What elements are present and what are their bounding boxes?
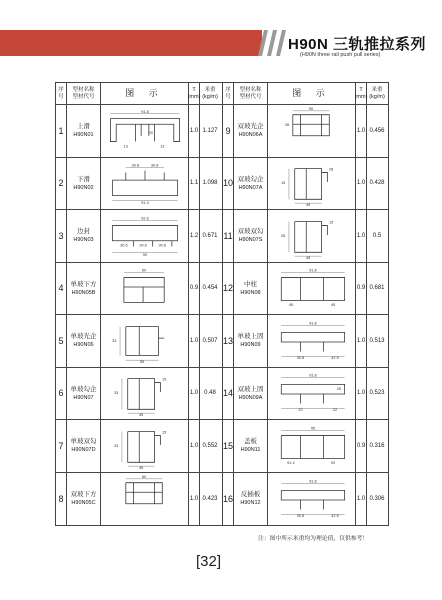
weight-value: 0.456: [369, 127, 385, 134]
dimension-label: 91.8: [308, 321, 317, 326]
row-thickness: [189, 315, 200, 367]
header-t-line2: (mm): [354, 93, 368, 100]
row-number-text: 10: [223, 178, 234, 189]
table-row: [56, 210, 222, 263]
dimension-label: 33: [113, 443, 118, 448]
weight-value: 0.507: [202, 337, 218, 344]
row-number: [223, 473, 234, 526]
dimension-label: 30.8: [150, 163, 158, 168]
header-no: 序号: [56, 83, 67, 104]
table-row: [56, 158, 222, 211]
header-weight: [367, 83, 387, 104]
table-column-left: [56, 83, 222, 525]
row-thickness: [189, 158, 200, 210]
row-thickness: [356, 420, 367, 472]
table-row: [223, 210, 388, 263]
profile-code: H90N03: [73, 237, 94, 244]
row-number-text: 8: [58, 493, 64, 504]
row-number-text: 11: [223, 230, 233, 241]
table-row: [56, 315, 222, 368]
row-weight: [200, 420, 220, 472]
table-row: [56, 473, 222, 526]
thickness-value: 0.9: [356, 285, 366, 292]
row-thickness: [356, 473, 367, 526]
thickness-value: 1.0: [189, 495, 199, 502]
table-row: [223, 368, 388, 421]
header-t-line2: (mm): [187, 93, 201, 100]
row-number-text: 3: [58, 230, 64, 241]
table-row: [223, 473, 388, 526]
dimension-label: 15: [161, 377, 166, 382]
row-profile-name: [67, 158, 101, 210]
footnote: 注：图中所示米重均为理论值，仅供参考！: [258, 536, 369, 542]
dimension-label: 20: [148, 130, 153, 135]
row-profile-name: [67, 473, 101, 526]
table-header-row: [223, 83, 388, 105]
row-thickness: [356, 263, 367, 315]
row-number-text: 12: [223, 283, 234, 294]
row-number: [56, 368, 67, 420]
row-number: [223, 105, 234, 157]
dimension-label: 91.8: [140, 109, 149, 114]
row-number-text: 4: [58, 283, 64, 294]
header-figure: [268, 83, 356, 104]
row-weight: [200, 210, 220, 262]
row-figure: [268, 210, 356, 262]
weight-value: 0.513: [369, 337, 385, 344]
profile-cross-section-drawing: [270, 475, 354, 523]
dimension-label: 42.9: [330, 513, 339, 518]
profile-cross-section-drawing: [103, 475, 187, 523]
row-thickness: [356, 368, 367, 420]
dimension-label: 22: [297, 408, 303, 413]
dimension-label: 92: [330, 460, 335, 465]
header-name: [67, 83, 101, 104]
row-weight: [200, 263, 220, 315]
thickness-value: 0.9: [189, 285, 199, 292]
profile-cross-section-drawing: [103, 422, 187, 470]
dimension-label: 30.8: [296, 355, 304, 360]
row-weight: [367, 368, 387, 420]
header-w-line1: 米重: [371, 87, 383, 93]
profile-cross-section-drawing: [270, 317, 354, 365]
profile-code: H90N09: [240, 342, 261, 349]
thickness-value: 0.9: [356, 442, 366, 449]
header-name-line2: 型材代号: [239, 93, 262, 100]
header-w-line2: (kg/m): [369, 93, 385, 100]
profile-name: 单玻光企: [70, 333, 97, 341]
weight-value: 0.306: [369, 495, 385, 502]
row-number: [56, 210, 67, 262]
profile-name: 双玻上固: [237, 385, 264, 393]
weight-value: 0.671: [202, 232, 218, 239]
row-thickness: [356, 315, 367, 367]
row-figure: [268, 420, 356, 472]
row-figure: [101, 263, 189, 315]
row-weight: [367, 315, 387, 367]
profile-cross-section-drawing: [270, 422, 354, 470]
row-weight: [200, 315, 220, 367]
dimension-label: 91.8: [308, 268, 317, 273]
dimension-label: 91.4: [140, 201, 149, 206]
row-number: [56, 473, 67, 526]
profile-cross-section-drawing: [270, 369, 354, 417]
header-w-line2: (kg/m): [202, 93, 218, 100]
header-no: 序号: [223, 83, 234, 104]
row-number: [223, 263, 234, 315]
thickness-value: 1.0: [189, 127, 199, 134]
profile-name: 上滑: [77, 123, 90, 131]
thickness-value: 1.0: [356, 390, 366, 397]
weight-value: 0.423: [202, 495, 218, 502]
profile-cross-section-drawing: [103, 107, 187, 155]
thickness-value: 1.0: [356, 495, 366, 502]
dimension-label: 30.6: [138, 243, 147, 248]
row-weight: [367, 210, 387, 262]
header-weight: [200, 83, 220, 104]
dimension-label: 45: [305, 203, 310, 208]
row-number-text: 9: [225, 125, 231, 136]
table-row: [56, 263, 222, 316]
header-w-line1: 米重: [204, 87, 216, 93]
profile-cross-section-drawing: [103, 212, 187, 260]
row-weight: [200, 158, 220, 210]
table-row: [56, 368, 222, 421]
row-weight: [200, 105, 220, 157]
row-profile-name: [234, 420, 268, 472]
thickness-value: 1.0: [189, 390, 199, 397]
header-t-line1: T: [192, 87, 196, 93]
profile-cross-section-drawing: [270, 107, 354, 155]
dimension-label: 28: [284, 122, 289, 127]
dimension-label: 25: [336, 387, 341, 392]
row-figure: [268, 473, 356, 526]
header-figure: [101, 83, 189, 104]
row-number: [56, 315, 67, 367]
dimension-label: 45: [138, 413, 143, 418]
row-number: [223, 210, 234, 262]
row-number-text: 15: [223, 440, 234, 451]
dimension-label: 33: [113, 391, 118, 396]
dimension-label: 15: [161, 430, 166, 435]
profile-name: 反插板: [240, 491, 261, 499]
header-red-band: [0, 30, 262, 56]
row-weight: [367, 420, 387, 472]
dimension-label: 30.6: [158, 243, 166, 248]
page-subtitle: (H90N three rail push pull series): [300, 52, 381, 58]
dimension-label: 15: [280, 181, 285, 186]
thickness-value: 1.0: [356, 232, 366, 239]
row-weight: [367, 105, 387, 157]
profile-name: 盖板: [244, 438, 257, 446]
header-name-line1: 型材名称: [239, 87, 262, 93]
dimension-label: 22: [332, 408, 337, 413]
thickness-value: 1.2: [189, 232, 199, 239]
row-number-text: 16: [223, 493, 234, 504]
dimension-label: 13: [159, 144, 164, 149]
row-thickness: [189, 210, 200, 262]
profile-name: 下滑: [77, 175, 90, 183]
dimension-label: 60: [141, 268, 146, 273]
dimension-label: 45: [305, 255, 310, 260]
dimension-label: 15: [328, 220, 333, 225]
thickness-value: 1.0: [356, 127, 366, 134]
row-profile-name: [234, 158, 268, 210]
profile-code: H90N11: [240, 447, 261, 454]
table-header-row: [56, 83, 222, 105]
weight-value: 0.523: [369, 390, 385, 397]
table-column-right: [222, 83, 388, 525]
table-row: [223, 420, 388, 473]
row-number: [56, 158, 67, 210]
row-number-text: 1: [58, 125, 64, 136]
profile-cross-section-drawing: [103, 264, 187, 312]
row-profile-name: [67, 315, 101, 367]
weight-value: 1.127: [202, 127, 218, 134]
profile-code: H90N05B: [71, 289, 96, 296]
row-number: [56, 105, 67, 157]
profile-name: 双玻双勾: [237, 228, 264, 236]
row-weight: [200, 473, 220, 526]
thickness-value: 1.0: [189, 337, 199, 344]
profile-code: H90N07A: [238, 184, 263, 191]
row-number: [223, 315, 234, 367]
row-weight: [367, 158, 387, 210]
dimension-label: 45: [288, 303, 293, 308]
header-name-line1: 型材名称: [72, 87, 95, 93]
profile-cross-section-drawing: [103, 317, 187, 365]
row-number-text: 7: [58, 440, 64, 451]
row-number: [56, 420, 67, 472]
profile-name: 单玻下方: [70, 280, 97, 288]
dimension-label: 60: [141, 474, 146, 479]
header-thickness: [189, 83, 200, 104]
weight-value: 0.454: [202, 285, 218, 292]
dimension-label: 45: [138, 465, 143, 470]
dimension-label: 30.8: [296, 513, 304, 518]
dimension-label: 30.8: [131, 163, 139, 168]
profile-name: 边封: [77, 228, 90, 236]
dimension-label: 91.8: [308, 373, 317, 378]
row-number-text: 13: [223, 335, 234, 346]
row-figure: [268, 315, 356, 367]
row-figure: [101, 105, 189, 157]
row-number-text: 6: [58, 388, 64, 399]
dimension-label: 28: [328, 167, 333, 172]
dimension-label: 28: [280, 233, 285, 238]
profile-code: H90N12: [240, 500, 261, 507]
row-profile-name: [234, 315, 268, 367]
profile-code: H90N02: [73, 184, 94, 191]
profile-table: [55, 82, 389, 526]
dimension-label: 30.6: [119, 243, 128, 248]
profile-code: H90N05C: [71, 500, 96, 507]
table-row: [56, 420, 222, 473]
profile-name: 单玻上固: [237, 333, 264, 341]
row-number: [223, 368, 234, 420]
dimension-label: 33: [111, 338, 116, 343]
profile-cross-section-drawing: [270, 159, 354, 207]
page-title: H90N 三轨推拉系列: [288, 36, 427, 53]
row-figure: [101, 420, 189, 472]
row-thickness: [356, 105, 367, 157]
dimension-label: 42.9: [330, 355, 339, 360]
profile-name: 双玻勾企: [237, 175, 264, 183]
row-thickness: [189, 263, 200, 315]
profile-code: H90N08: [240, 289, 261, 296]
row-profile-name: [234, 263, 268, 315]
row-figure: [101, 210, 189, 262]
table-row: [56, 105, 222, 158]
header-name-line2: 型材代号: [72, 93, 95, 100]
weight-value: 0.552: [202, 442, 218, 449]
row-figure: [101, 158, 189, 210]
row-figure: [268, 263, 356, 315]
row-profile-name: [67, 263, 101, 315]
header-figure-label: 图 示: [292, 88, 331, 99]
row-thickness: [356, 210, 367, 262]
row-profile-name: [67, 420, 101, 472]
thickness-value: 1.0: [356, 337, 366, 344]
header-thickness: [356, 83, 367, 104]
profile-code: H90N07D: [71, 447, 96, 454]
profile-name: 双玻光企: [237, 123, 264, 131]
weight-value: 0.48: [204, 390, 216, 397]
profile-code: H90N09A: [238, 394, 263, 401]
profile-cross-section-drawing: [270, 212, 354, 260]
profile-code: H90N07S: [238, 237, 263, 244]
weight-value: 0.428: [369, 180, 385, 187]
row-profile-name: [67, 105, 101, 157]
row-weight: [367, 263, 387, 315]
row-figure: [268, 105, 356, 157]
profile-cross-section-drawing: [103, 369, 187, 417]
row-profile-name: [67, 368, 101, 420]
dimension-label: 95: [310, 426, 315, 431]
profile-cross-section-drawing: [270, 264, 354, 312]
row-figure: [101, 473, 189, 526]
row-profile-name: [234, 210, 268, 262]
weight-value: 1.098: [202, 180, 218, 187]
dimension-label: 91.8: [308, 479, 317, 484]
row-number: [223, 420, 234, 472]
row-figure: [101, 315, 189, 367]
profile-name: 单玻双勾: [70, 438, 97, 446]
page-number: [32]: [196, 553, 222, 570]
profile-code: H90N01: [73, 132, 94, 139]
row-profile-name: [67, 210, 101, 262]
profile-cross-section-drawing: [103, 159, 187, 207]
row-profile-name: [234, 473, 268, 526]
row-figure: [268, 158, 356, 210]
row-profile-name: [234, 105, 268, 157]
row-thickness: [189, 420, 200, 472]
row-number-text: 2: [58, 178, 64, 189]
row-number-text: 5: [58, 335, 64, 346]
row-number-text: 14: [223, 388, 234, 399]
dimension-label: 92.6: [140, 216, 149, 221]
table-row: [223, 263, 388, 316]
dimension-label: 55: [308, 106, 313, 111]
row-thickness: [189, 473, 200, 526]
dimension-label: 91.4: [286, 460, 295, 465]
dimension-label: 13: [123, 144, 128, 149]
thickness-value: 1.0: [189, 442, 199, 449]
table-row: [223, 315, 388, 368]
dimension-label: 90: [142, 252, 147, 257]
profile-name: 单玻勾企: [70, 385, 97, 393]
row-figure: [268, 368, 356, 420]
thickness-value: 1.0: [356, 180, 366, 187]
row-thickness: [189, 368, 200, 420]
table-row: [223, 105, 388, 158]
header-t-line1: T: [359, 87, 363, 93]
row-number: [56, 263, 67, 315]
header-figure-label: 图 示: [125, 88, 164, 99]
row-thickness: [189, 105, 200, 157]
table-row: [223, 158, 388, 211]
weight-value: 0.681: [369, 285, 385, 292]
row-figure: [101, 368, 189, 420]
header-name: [234, 83, 268, 104]
row-weight: [367, 473, 387, 526]
weight-value: 0.5: [372, 232, 382, 239]
profile-code: H90N06A: [238, 132, 263, 139]
row-thickness: [356, 158, 367, 210]
profile-name: 中柱: [244, 280, 257, 288]
weight-value: 0.316: [369, 442, 385, 449]
row-profile-name: [234, 368, 268, 420]
dimension-label: 55: [139, 359, 144, 364]
thickness-value: 1.1: [189, 180, 199, 187]
profile-code: H90N07: [73, 394, 94, 401]
dimension-label: 45: [330, 303, 335, 308]
row-weight: [200, 368, 220, 420]
profile-code: H90N06: [73, 342, 94, 349]
profile-name: 双玻下方: [70, 491, 97, 499]
row-number: [223, 158, 234, 210]
